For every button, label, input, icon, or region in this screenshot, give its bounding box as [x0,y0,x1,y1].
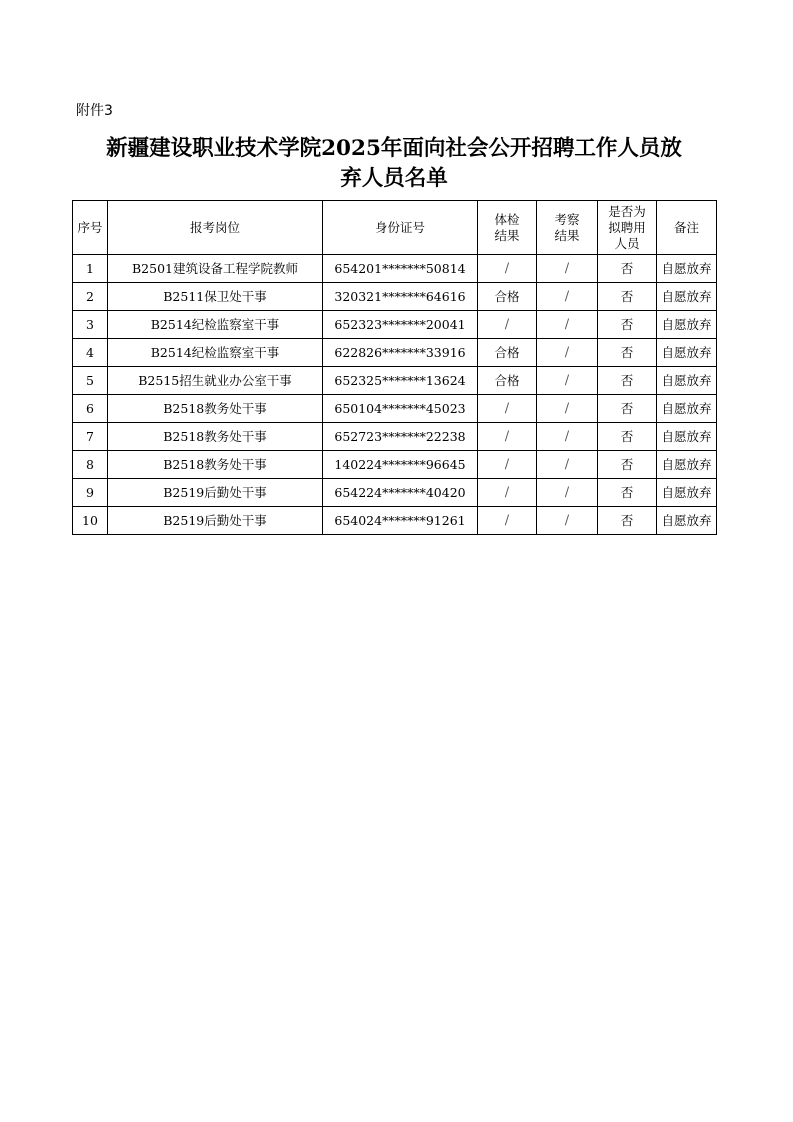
header-proposed-hire-line-1: 是否为 [608,203,646,219]
cell-remarks: 自愿放弃 [657,283,717,311]
cell-seq: 10 [73,507,108,535]
title-line-2: 弃人员名单 [340,166,448,191]
cell-proposed-hire: 否 [598,339,657,367]
cell-physical-exam: / [478,507,537,535]
cell-id-number: 654224*******40420 [323,479,478,507]
table-row [73,423,717,451]
cell-position: B2518教务处干事 [108,423,323,451]
cell-id-number: 140224*******96645 [323,451,478,479]
table-row [73,451,717,479]
cell-proposed-hire: 否 [598,507,657,535]
header-position: 报考岗位 [108,201,323,255]
cell-position: B2518教务处干事 [108,451,323,479]
cell-seq: 9 [73,479,108,507]
cell-seq: 1 [73,255,108,283]
cell-physical-exam: / [478,311,537,339]
cell-remarks: 自愿放弃 [657,311,717,339]
table-row [73,367,717,395]
header-proposed-hire-line-2: 拟聘用 [608,219,646,235]
header-physical-exam [478,201,537,255]
withdrawn-candidates-table [72,200,717,535]
cell-remarks: 自愿放弃 [657,339,717,367]
cell-proposed-hire: 否 [598,423,657,451]
cell-physical-exam: / [478,395,537,423]
header-inspection-line-2: 结果 [554,227,580,243]
cell-position: B2515招生就业办公室干事 [108,367,323,395]
cell-proposed-hire: 否 [598,451,657,479]
cell-inspection: / [537,311,598,339]
table-header-row [73,201,717,255]
title-line-1: 新疆建设职业技术学院2025年面向社会公开招聘工作人员放 [106,136,682,161]
cell-position: B2501建筑设备工程学院教师 [108,255,323,283]
cell-physical-exam: / [478,255,537,283]
cell-seq: 3 [73,311,108,339]
cell-position: B2519后勤处干事 [108,479,323,507]
table-row [73,283,717,311]
table-row [73,311,717,339]
table-row [73,339,717,367]
cell-id-number: 654024*******91261 [323,507,478,535]
cell-seq: 4 [73,339,108,367]
cell-seq: 8 [73,451,108,479]
header-proposed-hire [598,201,657,255]
cell-inspection: / [537,423,598,451]
cell-inspection: / [537,283,598,311]
cell-proposed-hire: 否 [598,283,657,311]
cell-proposed-hire: 否 [598,255,657,283]
cell-inspection: / [537,395,598,423]
cell-physical-exam: 合格 [478,283,537,311]
header-seq: 序号 [73,201,108,255]
table-row [73,507,717,535]
cell-proposed-hire: 否 [598,479,657,507]
cell-id-number: 652723*******22238 [323,423,478,451]
cell-physical-exam: 合格 [478,339,537,367]
attachment-label: 附件3 [76,103,113,119]
cell-id-number: 320321*******64616 [323,283,478,311]
cell-id-number: 654201*******50814 [323,255,478,283]
header-id-number: 身份证号 [323,201,478,255]
cell-physical-exam: / [478,479,537,507]
cell-proposed-hire: 否 [598,367,657,395]
table-row [73,395,717,423]
header-remarks: 备注 [657,201,717,255]
cell-remarks: 自愿放弃 [657,395,717,423]
table-row [73,255,717,283]
document-title [72,134,716,194]
cell-seq: 5 [73,367,108,395]
cell-remarks: 自愿放弃 [657,479,717,507]
header-inspection [537,201,598,255]
cell-position: B2511保卫处干事 [108,283,323,311]
cell-physical-exam: 合格 [478,367,537,395]
cell-physical-exam: / [478,451,537,479]
cell-seq: 6 [73,395,108,423]
cell-inspection: / [537,367,598,395]
cell-position: B2514纪检监察室干事 [108,339,323,367]
cell-inspection: / [537,451,598,479]
cell-id-number: 650104*******45023 [323,395,478,423]
cell-remarks: 自愿放弃 [657,451,717,479]
cell-id-number: 622826*******33916 [323,339,478,367]
header-inspection-line-1: 考察 [554,211,580,227]
header-physical-exam-line-1: 体检 [494,211,520,227]
cell-proposed-hire: 否 [598,311,657,339]
cell-position: B2514纪检监察室干事 [108,311,323,339]
header-physical-exam-line-2: 结果 [494,227,520,243]
header-proposed-hire-line-3: 人员 [614,235,640,251]
cell-inspection: / [537,339,598,367]
cell-seq: 2 [73,283,108,311]
cell-remarks: 自愿放弃 [657,367,717,395]
cell-inspection: / [537,479,598,507]
cell-position: B2518教务处干事 [108,395,323,423]
cell-position: B2519后勤处干事 [108,507,323,535]
cell-seq: 7 [73,423,108,451]
cell-remarks: 自愿放弃 [657,507,717,535]
cell-physical-exam: / [478,423,537,451]
cell-id-number: 652325*******13624 [323,367,478,395]
cell-proposed-hire: 否 [598,395,657,423]
cell-inspection: / [537,507,598,535]
cell-remarks: 自愿放弃 [657,255,717,283]
table-row [73,479,717,507]
cell-inspection: / [537,255,598,283]
cell-remarks: 自愿放弃 [657,423,717,451]
cell-id-number: 652323*******20041 [323,311,478,339]
